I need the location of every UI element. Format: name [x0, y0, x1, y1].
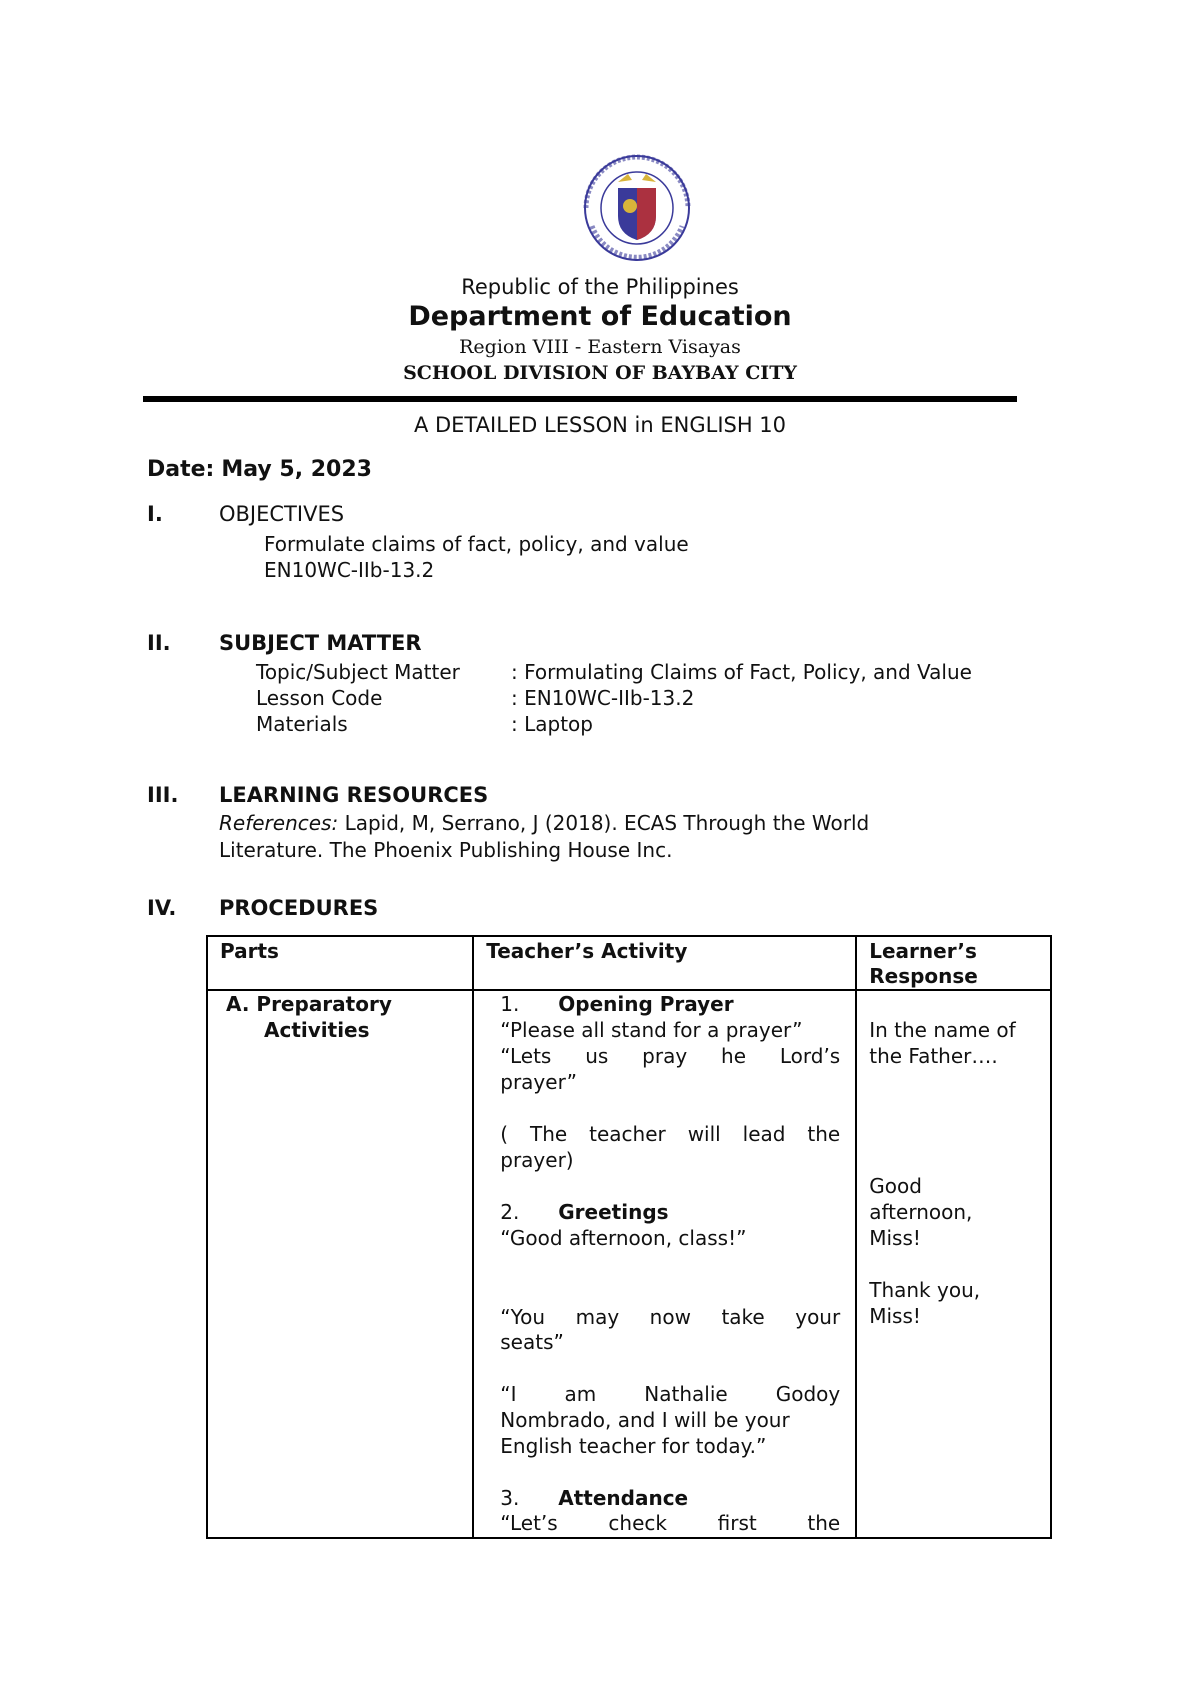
step-heading: Greetings [558, 1200, 669, 1224]
step-number: 1. [500, 992, 520, 1016]
step-heading: Opening Prayer [558, 992, 734, 1016]
subject-matter-num: II. [147, 631, 171, 655]
region-line: Region VIII - Eastern Visayas [459, 336, 741, 358]
topic-label: Topic/Subject Matter [256, 660, 460, 684]
materials-label: Materials [256, 712, 348, 736]
lesson-code-label: Lesson Code [256, 686, 383, 710]
procedures-table [206, 935, 1052, 1539]
teacher-line: prayer) [500, 1148, 574, 1172]
step-heading: Attendance [558, 1486, 689, 1510]
word: check [608, 1511, 667, 1535]
word: now [649, 1305, 691, 1329]
part-label-line2: Activities [264, 1018, 370, 1042]
learner-line: In the name of [869, 1018, 1016, 1042]
word: Godoy [775, 1382, 841, 1406]
word: “Lets [500, 1044, 552, 1068]
lesson-code-value: : EN10WC-IIb-13.2 [511, 686, 695, 710]
learner-line: Miss! [869, 1226, 921, 1250]
part-label-line1: A. Preparatory [226, 992, 392, 1016]
teacher-line: prayer” [500, 1070, 577, 1094]
department-title: Department of Education [408, 301, 792, 332]
learner-line: afternoon, [869, 1200, 973, 1224]
teacher-line-justified [500, 1305, 840, 1329]
word: take [721, 1305, 765, 1329]
word: lead [742, 1122, 786, 1146]
teacher-line-justified [500, 1511, 840, 1535]
date-value: May 5, 2023 [221, 457, 372, 482]
header-parts [207, 936, 473, 990]
step-number: 3. [500, 1486, 520, 1510]
word: pray [642, 1044, 688, 1068]
learner-line: Miss! [869, 1304, 921, 1328]
lesson-title: A DETAILED LESSON in ENGLISH 10 [413, 413, 787, 437]
word: will [687, 1122, 721, 1146]
learner-cell [856, 990, 1051, 1538]
word: may [575, 1305, 620, 1329]
word: The [530, 1122, 568, 1146]
republic-line: Republic of the Philippines [461, 275, 739, 299]
word: “Let’s [500, 1511, 558, 1535]
subject-matter-heading: SUBJECT MATTER [219, 631, 422, 655]
word: us [585, 1044, 609, 1068]
teacher-line: “Please all stand for a prayer” [500, 1018, 803, 1042]
teacher-line: “Good afternoon, class!” [500, 1226, 747, 1250]
word: your [795, 1305, 841, 1329]
references-line-2: Literature. The Phoenix Publishing House Inc. [219, 838, 673, 862]
teacher-line-justified [500, 1122, 840, 1146]
learner-line: Thank you, [869, 1278, 981, 1302]
word: the [807, 1511, 841, 1535]
table-row [207, 990, 1051, 1538]
word: “You [500, 1305, 546, 1329]
references-line [219, 811, 869, 835]
step-number: 2. [500, 1200, 520, 1224]
header-teacher-label: Teacher’s Activity [486, 939, 688, 963]
references-text: Lapid, M, Serrano, J (2018). ECAS Through the World [338, 811, 870, 835]
word: am [564, 1382, 597, 1406]
resources-num: III. [147, 783, 179, 807]
teacher-cell [473, 990, 856, 1538]
header-teacher [473, 936, 856, 990]
word: “I [500, 1382, 517, 1406]
parts-cell [207, 990, 473, 1538]
teacher-line: Nombrado, and I will be your [500, 1408, 790, 1432]
word: the [807, 1122, 841, 1146]
objectives-num: I. [147, 502, 163, 526]
header-learner-label [857, 937, 1050, 989]
procedures-heading: PROCEDURES [219, 896, 379, 920]
topic-value: : Formulating Claims of Fact, Policy, and Value [511, 660, 972, 684]
teacher-line: seats” [500, 1330, 564, 1354]
word: teacher [589, 1122, 666, 1146]
objectives-heading: OBJECTIVES [219, 502, 345, 526]
word: first [717, 1511, 757, 1535]
word: Nathalie [644, 1382, 728, 1406]
teacher-line-justified [500, 1382, 840, 1406]
learner-line: the Father…. [869, 1044, 998, 1068]
objective-code: EN10WC-IIb-13.2 [264, 558, 435, 582]
word: Lord’s [779, 1044, 841, 1068]
learner-line: Good [869, 1174, 922, 1198]
resources-heading: LEARNING RESOURCES [219, 783, 489, 807]
header-learner-line1: Learner’s [869, 939, 977, 963]
word: ( [500, 1122, 509, 1146]
teacher-line: English teacher for today.” [500, 1434, 767, 1458]
header-divider [143, 396, 1017, 402]
procedures-num: IV. [147, 896, 177, 920]
date-label: Date: [147, 457, 215, 482]
word: he [721, 1044, 746, 1068]
deped-seal-icon [578, 154, 696, 262]
references-label: References: [219, 811, 339, 835]
header-parts-label: Parts [220, 939, 279, 963]
materials-value: : Laptop [511, 712, 593, 736]
table-header-row [207, 936, 1051, 990]
division-line: SCHOOL DIVISION OF BAYBAY CITY [403, 362, 797, 384]
header-learner [856, 936, 1051, 990]
header-learner-line2: Response [869, 964, 978, 988]
lesson-date [147, 457, 372, 482]
teacher-line-justified [500, 1044, 840, 1068]
objective-item: Formulate claims of fact, policy, and value [264, 532, 689, 556]
